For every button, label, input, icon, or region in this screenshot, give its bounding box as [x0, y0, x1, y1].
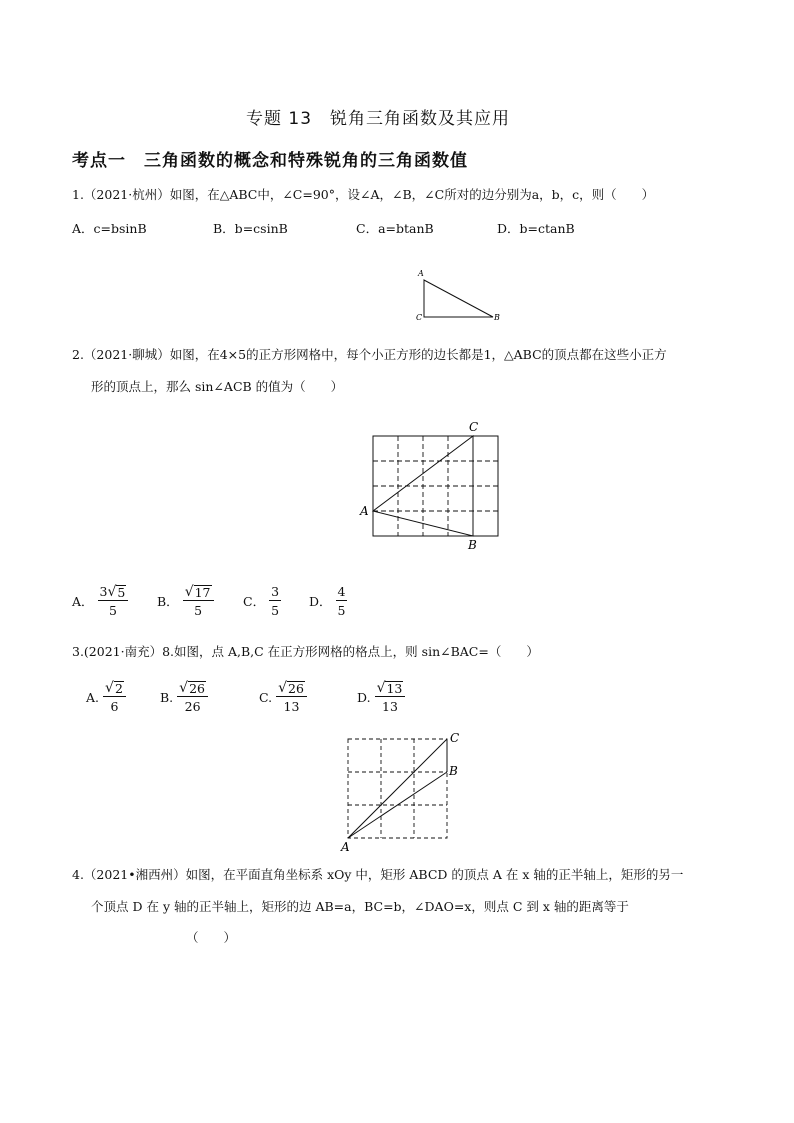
right-triangle	[424, 280, 493, 317]
option-letter: A.	[86, 689, 100, 705]
q2-option-a	[72, 584, 128, 618]
q1-option-c: C．a=btanB	[356, 221, 434, 236]
question-4-stem-line3: （ ）	[186, 930, 237, 945]
denominator: 5	[271, 603, 280, 618]
radicand: 17	[194, 585, 211, 600]
q3-option-b	[160, 680, 208, 714]
denominator: 26	[184, 699, 201, 714]
q2-label-b: B	[468, 538, 477, 552]
section-heading: 考点一 三角函数的概念和特殊锐角的三角函数值	[72, 151, 468, 171]
q3-option-a	[86, 680, 126, 714]
denominator: 5	[194, 603, 203, 618]
option-letter: C.	[259, 689, 273, 705]
q3-label-b: B	[449, 764, 458, 778]
radicand: 2	[114, 681, 123, 696]
question-2-stem-line1: 2.（2021·聊城）如图，在4×5的正方形网格中，每个小正方形的边长都是1，△ABC的顶点都在这些小正方	[72, 347, 667, 362]
radicand: 26	[288, 681, 304, 696]
fraction: √ 13 13	[375, 680, 406, 714]
denominator: 5	[108, 603, 117, 618]
q3-label-a: A	[341, 840, 350, 854]
radicand: 5	[117, 585, 126, 600]
q1-label-b: B	[494, 313, 500, 322]
option-letter: C．	[243, 594, 266, 609]
q3-option-d	[357, 680, 405, 714]
denominator: 13	[283, 699, 300, 714]
q1-triangle-figure	[410, 266, 510, 326]
denominator: 5	[337, 603, 346, 618]
q2-option-c	[243, 584, 281, 618]
denominator: 13	[382, 699, 398, 714]
option-letter: B．	[157, 594, 179, 609]
q3-segment-ac	[348, 739, 447, 838]
q2-option-b	[157, 584, 214, 618]
q2-grid-lines	[373, 436, 498, 536]
fraction: 3 √ 5 5	[98, 584, 129, 618]
fraction: √ 26 13	[276, 680, 307, 714]
q3-option-c	[259, 680, 307, 714]
radicand: 13	[386, 681, 403, 696]
radicand: 26	[189, 681, 205, 696]
fraction: √ 2 6	[103, 680, 126, 714]
numerator: 4	[337, 584, 346, 599]
coefficient: 3	[99, 584, 108, 599]
q1-option-b: B．b=csinB	[213, 221, 288, 236]
question-1-stem: 1.（2021·杭州）如图，在△ABC中，∠C=90°，设∠A，∠B，∠C所对的边分别为a，b，c，则（ ）	[72, 187, 655, 202]
option-letter: A．	[72, 594, 94, 609]
q2-grid-figure	[356, 418, 506, 554]
fraction: √ 17 5	[183, 584, 214, 618]
question-3-stem: 3.(2021·南充）8.如图，点 A,B,C 在正方形网格的格点上，则 sin∠BAC=（ ）	[72, 644, 539, 659]
q3-grid-figure	[338, 728, 468, 854]
q1-option-a: A．c=bsinB	[72, 221, 147, 236]
document-title: 专题 13 锐角三角函数及其应用	[246, 109, 511, 129]
option-letter: D．	[309, 594, 332, 609]
option-letter: B.	[160, 689, 174, 705]
numerator: 3	[271, 584, 280, 599]
fraction	[336, 584, 348, 618]
q2-label-c: C	[469, 420, 479, 434]
question-4-stem-line2: 个顶点 D 在 y 轴的正半轴上，矩形的边 AB=a，BC=b，∠DAO=x，则点 C 到 x 轴的距离等于	[91, 899, 629, 914]
q2-option-d	[309, 584, 347, 618]
q3-label-c: C	[450, 731, 460, 745]
q1-label-a: A	[418, 269, 424, 278]
question-4-stem-line1: 4.（2021•湘西州）如图，在平面直角坐标系 xOy 中，矩形 ABCD 的顶点 A 在 x 轴的正半轴上，矩形的另一	[72, 867, 684, 882]
question-2-stem-line2: 形的顶点上，那么 sin∠ACB 的值为（ ）	[91, 379, 344, 394]
option-letter: D.	[357, 689, 371, 705]
q1-label-c: C	[416, 313, 423, 322]
fraction: √ 26 26	[177, 680, 208, 714]
q2-label-a: A	[360, 504, 369, 518]
q1-option-d: D．b=ctanB	[497, 221, 575, 236]
denominator: 6	[110, 699, 119, 714]
fraction	[269, 584, 281, 618]
